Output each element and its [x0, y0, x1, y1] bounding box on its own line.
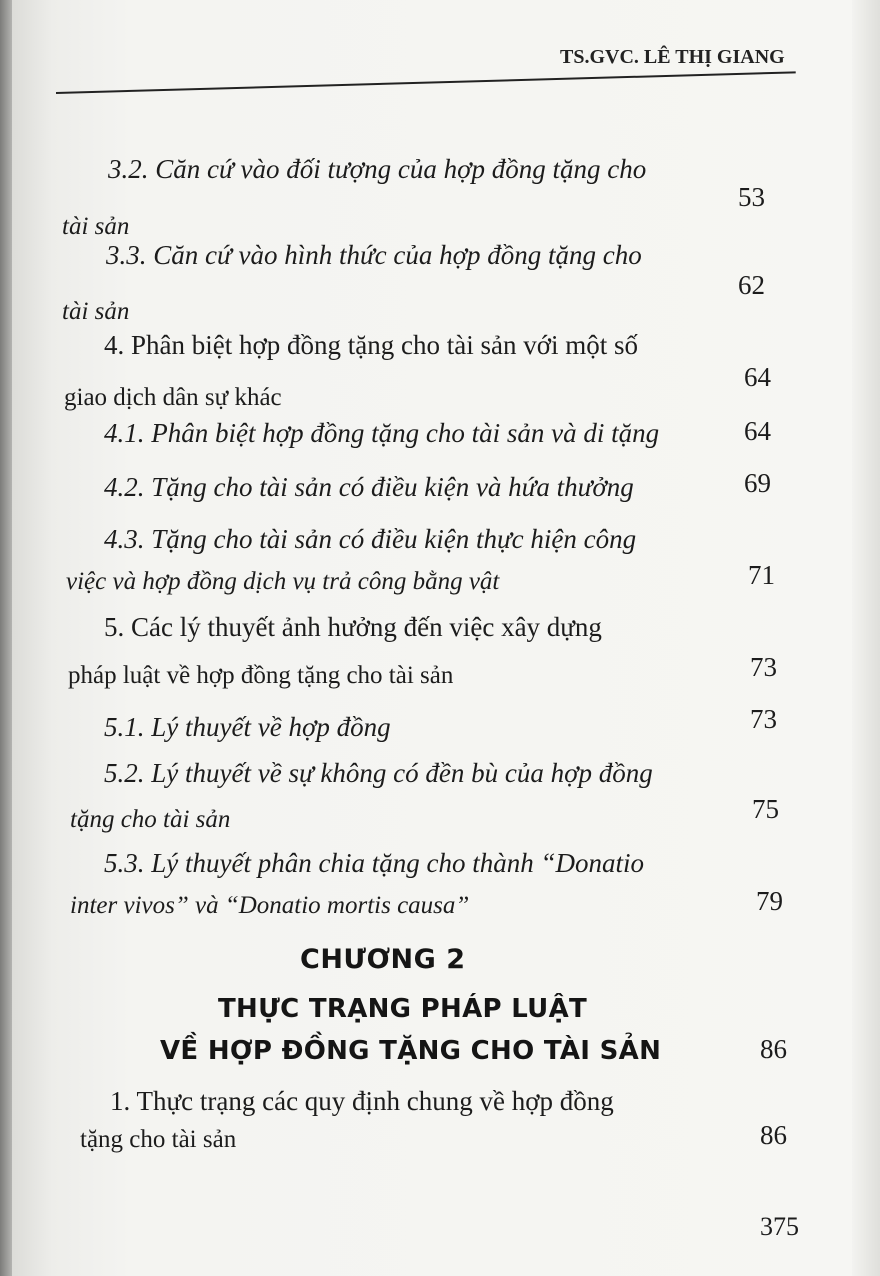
toc-entry-3-2-line2: tài sản [62, 213, 130, 240]
toc-entry-4-1-page: 64 [744, 416, 771, 446]
chapter-page: 86 [760, 1034, 787, 1064]
toc-entry-ch2-1-line1: 1. Thực trạng các quy định chung về hợp đồng [110, 1086, 614, 1116]
toc-entry-ch2-1-line2: tặng cho tài sản [80, 1126, 237, 1153]
toc-entry-3-3-page: 62 [738, 270, 765, 300]
toc-entry-5-1-line1: 5.1. Lý thuyết về hợp đồng [104, 712, 391, 742]
page-number: 375 [760, 1212, 799, 1241]
toc-entry-5-2-line2: tặng cho tài sản [70, 806, 231, 833]
toc-entry-5-2-line1: 5.2. Lý thuyết về sự không có đền bù của hợp đồng [104, 758, 653, 788]
toc-entry-4-3-line1: 4.3. Tặng cho tài sản có điều kiện thực hiện công [104, 524, 637, 554]
toc-entry-4-line1: 4. Phân biệt hợp đồng tặng cho tài sản với một số [104, 330, 639, 360]
toc-entry-3-2-line1: 3.2. Căn cứ vào đối tượng của hợp đồng tặng cho [108, 154, 647, 184]
toc-entry-5-3-line1: 5.3. Lý thuyết phân chia tặng cho thành “Donatio [104, 848, 644, 878]
toc-entry-3-2-page: 53 [738, 182, 765, 212]
toc-entry-4-1-line1: 4.1. Phân biệt hợp đồng tặng cho tài sản và di tặng [104, 418, 660, 448]
toc-entry-4-line2: giao dịch dân sự khác [64, 384, 282, 411]
toc-entry-4-3-page: 71 [748, 560, 775, 590]
toc-entry-5-3-page: 79 [756, 886, 783, 916]
toc-entry-4-page: 64 [744, 362, 771, 392]
toc-entry-5-1-page: 73 [750, 704, 777, 734]
toc-entry-4-3-line2: việc và hợp đồng dịch vụ trả công bằng vật [66, 568, 500, 595]
toc-entry-5-3-line2: inter vivos” và “Donatio mortis causa” [70, 892, 470, 919]
toc-entry-4-2-page: 69 [744, 468, 771, 498]
toc-entry-3-3-line2: tài sản [62, 298, 130, 325]
toc-entry-5-line1: 5. Các lý thuyết ảnh hưởng đến việc xây dựng [104, 612, 602, 642]
toc-entry-5-page: 73 [750, 652, 777, 682]
toc-entry-ch2-1-page: 86 [760, 1120, 787, 1150]
toc-entry-5-2-page: 75 [752, 794, 779, 824]
chapter-label: CHƯƠNG 2 [300, 944, 466, 975]
chapter-title-line1: THỰC TRẠNG PHÁP LUẬT [218, 994, 588, 1024]
toc-entry-4-2-line1: 4.2. Tặng cho tài sản có điều kiện và hứa thưởng [104, 472, 634, 502]
chapter-title-line2: VỀ HỢP ĐỒNG TẶNG CHO TÀI SẢN [160, 1036, 662, 1066]
toc-entry-3-3-line1: 3.3. Căn cứ vào hình thức của hợp đồng tặng cho [106, 240, 642, 270]
toc-entry-5-line2: pháp luật về hợp đồng tặng cho tài sản [68, 662, 454, 689]
running-header-author: TS.GVC. LÊ THỊ GIANG [560, 46, 785, 68]
